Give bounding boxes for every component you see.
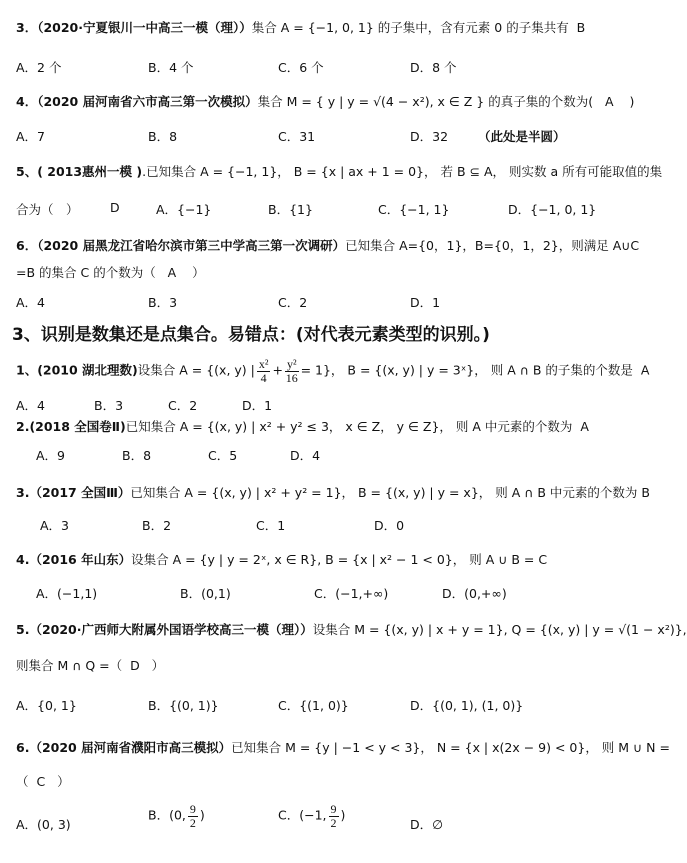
q6-option-a: A．4 bbox=[16, 295, 46, 310]
s6-option-c-close: ) bbox=[340, 807, 346, 823]
s5-text-line2: 则集合 M ∩ Q =（ bbox=[16, 658, 123, 673]
s3-option-c: C．1 bbox=[256, 518, 286, 533]
s2-text: 已知集合 A = {(x, y) | x² + y² ≤ 3， x ∈ Z， y ∈ Z}， 则 A 中元素的个数为 bbox=[125, 419, 573, 434]
q3-text: 集合 A = {−1, 0, 1} 的子集中，含有元素 0 的子集共有 bbox=[251, 20, 569, 35]
q5-option-d: D．{−1, 0, 1} bbox=[508, 202, 597, 217]
s6-option-a: A．(0, 3) bbox=[16, 817, 71, 832]
s4-answer: C bbox=[538, 552, 548, 567]
q3-option-b: B．4 个 bbox=[148, 60, 194, 75]
s4-option-c: C．(−1,+∞) bbox=[314, 586, 389, 601]
s5-stem-line2 bbox=[16, 656, 630, 674]
s6-open-paren: （ bbox=[16, 774, 29, 789]
q4-text: 集合 M = { y | y = √(4 − x²), x ∈ Z } 的真子集的个数为( bbox=[257, 94, 594, 109]
s2-option-c: C．5 bbox=[208, 448, 238, 463]
q6-number: 6． bbox=[16, 238, 38, 253]
s3-number: 3. bbox=[16, 485, 30, 500]
s6-option-b bbox=[148, 803, 205, 829]
s6-option-c-denominator: 2 bbox=[330, 815, 337, 830]
s5-option-b: B．{(0, 1)} bbox=[148, 698, 219, 713]
q6-text-line2: =B 的集合 C 的个数为（ bbox=[16, 265, 156, 280]
s1-option-c: C．2 bbox=[168, 398, 198, 413]
s6-source: （2020 届河南省濮阳市高三模拟） bbox=[29, 740, 232, 755]
q3-answer: B bbox=[576, 20, 586, 35]
q4-option-c: C．31 bbox=[278, 129, 316, 144]
q3-stem bbox=[16, 18, 630, 36]
s1-option-d: D．1 bbox=[242, 398, 273, 413]
s1-option-a: A．4 bbox=[16, 398, 46, 413]
q5-text-line2: 合为（ ） bbox=[16, 202, 79, 217]
s1-plus: + bbox=[272, 362, 283, 378]
s6-answer: C bbox=[36, 774, 46, 789]
q6-close-paren: ） bbox=[192, 265, 205, 280]
s1-number: 1、 bbox=[16, 362, 38, 378]
s6-stem-line2 bbox=[16, 772, 630, 790]
q5-option-c: C．{−1, 1} bbox=[378, 202, 450, 217]
s6-text-line1: 已知集合 M = {y | −1 < y < 3}， N = {x | x(2x − 9) < 0}， 则 M ∪ N = bbox=[231, 740, 670, 755]
q6-stem-line2 bbox=[16, 263, 630, 281]
q4-number: 4． bbox=[16, 94, 38, 109]
s1-answer: A bbox=[640, 362, 650, 378]
s5-stem-line1 bbox=[16, 620, 687, 638]
q4-close-paren: ) bbox=[629, 94, 635, 109]
q4-option-a: A．7 bbox=[16, 129, 46, 144]
s1-text-b: = 1}， B = {(x, y) | y = 3ˣ}， 则 A ∩ B 的子集的个数是 bbox=[300, 362, 633, 378]
s6-option-b-close: ) bbox=[199, 807, 205, 823]
q3-source: （2020·宁夏银川一中高三一模（理）） bbox=[37, 20, 252, 35]
s4-number: 4. bbox=[16, 552, 30, 567]
q6-option-c: C．2 bbox=[278, 295, 308, 310]
s3-source: （2017 全国Ⅲ） bbox=[29, 485, 131, 500]
s3-answer: B bbox=[641, 485, 650, 500]
q4-note: （此处是半圆） bbox=[478, 129, 566, 144]
q5-stem-line1 bbox=[16, 162, 663, 180]
s3-option-d: D．0 bbox=[374, 518, 405, 533]
q5-option-a: A．{−1} bbox=[156, 202, 212, 217]
s5-close-paren: ） bbox=[151, 658, 165, 673]
s6-close-paren: ） bbox=[57, 774, 70, 789]
s4-option-b: B．(0,1) bbox=[180, 586, 231, 601]
s3-text: 已知集合 A = {(x, y) | x² + y² = 1}， B = {(x, y) | y = x}， 则 A ∩ B 中元素的个数为 bbox=[130, 485, 638, 500]
s3-option-b: B．2 bbox=[142, 518, 172, 533]
s6-option-b-fraction bbox=[188, 803, 198, 829]
s1-fraction-y bbox=[285, 358, 299, 384]
q5-text-line1: .已知集合 A = {−1, 1}， B = {x | ax + 1 = 0}， 若 B ⊆ A， 则实数 a 所有可能取值的集 bbox=[142, 164, 663, 179]
s6-option-b-label: B． bbox=[148, 807, 170, 823]
s2-number: 2. bbox=[16, 419, 30, 434]
s6-option-b-lower: (0, bbox=[169, 807, 186, 823]
s1-frac1-numerator: x² bbox=[258, 357, 269, 371]
q6-answer: A bbox=[167, 265, 177, 280]
s2-source: (2018 全国卷Ⅱ) bbox=[29, 419, 126, 434]
s1-fraction-x bbox=[257, 358, 271, 384]
s6-option-b-numerator: 9 bbox=[189, 802, 196, 816]
s4-source: （2016 年山东） bbox=[29, 552, 132, 567]
q6-stem-line1 bbox=[16, 236, 640, 254]
s6-option-c-numerator: 9 bbox=[330, 802, 337, 816]
q4-option-d: D．32 bbox=[410, 129, 449, 144]
s6-option-d: D．∅ bbox=[410, 817, 444, 832]
s6-option-c-label: C． bbox=[278, 807, 300, 823]
q3-option-d: D．8 个 bbox=[410, 60, 457, 75]
s5-number: 5. bbox=[16, 622, 30, 637]
q3-option-c: C．6 个 bbox=[278, 60, 324, 75]
s6-option-b-denominator: 2 bbox=[189, 815, 196, 830]
s6-stem-line1 bbox=[16, 738, 670, 756]
s5-option-a: A．{0, 1} bbox=[16, 698, 77, 713]
s1-option-b: B．3 bbox=[94, 398, 124, 413]
q5-option-b: B．{1} bbox=[268, 202, 313, 217]
s4-stem bbox=[16, 550, 630, 568]
s6-option-c bbox=[278, 803, 345, 829]
s1-text-a: 设集合 A = {(x, y) | bbox=[137, 362, 255, 378]
q5-answer: D bbox=[110, 200, 120, 215]
s6-option-c-lower: (−1, bbox=[299, 807, 327, 823]
s5-option-d: D．{(0, 1), (1, 0)} bbox=[410, 698, 524, 713]
q4-answer: A bbox=[605, 94, 614, 109]
s1-source: (2010 湖北理数) bbox=[37, 362, 138, 378]
q3-number: 3． bbox=[16, 20, 38, 35]
s2-option-d: D．4 bbox=[290, 448, 321, 463]
q5-number: 5、 bbox=[16, 164, 38, 179]
s2-answer: A bbox=[580, 419, 589, 434]
s4-option-d: D．(0,+∞) bbox=[442, 586, 507, 601]
s4-text: 设集合 A = {y | y = 2ˣ, x ∈ R}, B = {x | x² − 1 < 0}， 则 A ∪ B = bbox=[131, 552, 535, 567]
q6-option-d: D．1 bbox=[410, 295, 441, 310]
s1-frac2-denominator: 16 bbox=[285, 370, 298, 385]
q6-text-line1: 已知集合 A={0，1}，B={0，1，2}，则满足 A∪C bbox=[345, 238, 640, 253]
s6-option-c-fraction bbox=[329, 803, 339, 829]
q6-source: （2020 届黑龙江省哈尔滨市第三中学高三第一次调研） bbox=[37, 238, 346, 253]
q4-stem bbox=[16, 92, 635, 110]
s1-frac1-denominator: 4 bbox=[260, 370, 267, 385]
s4-option-a: A．(−1,1) bbox=[36, 586, 98, 601]
s2-option-b: B．8 bbox=[122, 448, 152, 463]
q3-option-a: A．2 个 bbox=[16, 60, 62, 75]
s3-option-a: A．3 bbox=[40, 518, 70, 533]
s2-option-a: A．9 bbox=[36, 448, 66, 463]
q6-option-b: B．3 bbox=[148, 295, 178, 310]
q4-source: （2020 届河南省六市高三第一次模拟） bbox=[37, 94, 258, 109]
s1-stem bbox=[16, 357, 650, 385]
section-heading: 3、识别是数集还是点集合。易错点：(对代表元素类型的识别。) bbox=[12, 325, 490, 345]
s1-frac2-numerator: y² bbox=[286, 357, 297, 371]
q4-option-b: B．8 bbox=[148, 129, 178, 144]
s2-stem bbox=[16, 417, 630, 435]
s3-stem bbox=[16, 483, 650, 501]
q5-source: ( 2013惠州一模 ) bbox=[37, 164, 143, 179]
s5-answer: D bbox=[130, 658, 140, 673]
s5-text-line1: 设集合 M = {(x, y) | x + y = 1}, Q = {(x, y) | y = √(1 − x²)}, bbox=[312, 622, 687, 637]
s5-option-c: C．{(1, 0)} bbox=[278, 698, 349, 713]
s6-number: 6. bbox=[16, 740, 30, 755]
s5-source: （2020·广西师大附属外国语学校高三一模（理）） bbox=[29, 622, 313, 637]
